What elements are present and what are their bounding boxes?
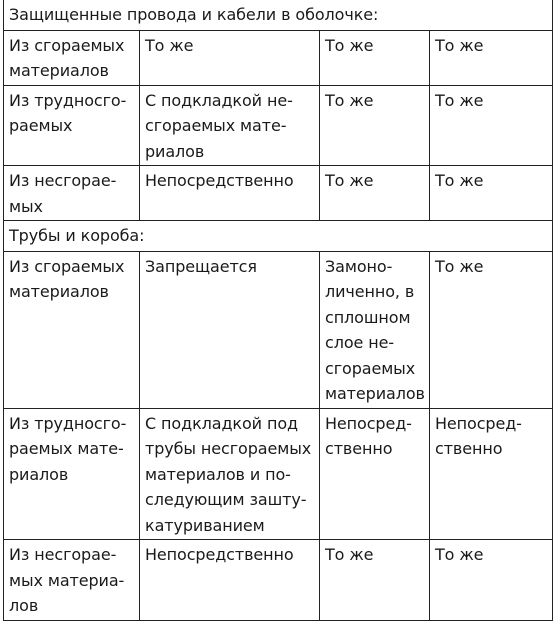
cell-text-line: С подкладкой не- [145,90,293,110]
cell-text-line: риалов [145,141,205,161]
material-cell [4,30,140,85]
section-title: Защищенные провода и кабели в оболочке: [4,0,553,30]
cell-text-line: То же [435,35,484,55]
table-row [4,251,553,408]
document-page [3,0,552,621]
column-3-cell [320,85,430,166]
cell-text-line: Из сгораемых [9,35,125,55]
method-cell [140,408,320,540]
cell-text-line: материалов [9,61,109,80]
cell-text-line: То же [435,256,484,276]
cell-text-line: Из сгораемых [9,256,125,276]
column-4-cell [430,166,553,221]
method-cell [140,85,320,166]
cell-text-line: То же [325,90,374,110]
column-3-cell [320,408,430,540]
material-cell [4,251,140,408]
cell-text-line: материалов [325,384,425,403]
column-3-cell [320,540,430,621]
cell-text-line: катуриванием [145,515,265,535]
method-cell [140,166,320,221]
table-row [4,540,553,621]
material-cell [4,540,140,621]
cell-text-line: Из трудносго- [9,90,127,110]
cell-text-line: Из трудносго- [9,413,127,433]
section-header-row [4,0,553,30]
cell-text-line: Непосред- [325,413,412,433]
cell-text-line: С подкладкой под [145,413,298,433]
cell-text-line: То же [435,545,484,564]
cell-text-line: То же [435,90,484,110]
column-4-cell [430,408,553,540]
cell-text-line: материалов [9,282,109,301]
column-4-cell [430,540,553,621]
cell-text-line: То же [435,171,484,190]
cell-text-line: То же [325,35,374,55]
cell-text-line: личенно, в [325,282,415,301]
table-row [4,30,553,85]
cell-text-line: мых материа- [9,570,125,590]
cell-text-line: сплошном [325,307,411,327]
wiring-methods-table [3,0,553,621]
cell-text-line: лов [9,596,39,615]
table-body [4,0,553,620]
material-cell [4,166,140,221]
cell-text-line: слое не- [325,333,395,352]
section-title: Трубы и короба: [4,221,553,252]
cell-text-line: мых [9,196,43,216]
cell-text-line: материалов и по- [145,464,291,484]
column-4-cell [430,85,553,166]
material-cell [4,408,140,540]
cell-text-line: То же [325,545,374,564]
section-header-row [4,221,553,252]
cell-text-line: следующим зашту- [145,490,307,509]
cell-text-line: риалов [9,464,69,484]
cell-text-line: Из несгорае- [9,171,117,190]
cell-text-line: раемых мате- [9,439,124,458]
cell-text-line: Непосред- [435,413,522,433]
table-row [4,408,553,540]
method-cell [140,540,320,621]
cell-text-line: Из несгорае- [9,545,117,564]
column-3-cell [320,30,430,85]
cell-text-line: ственно [435,439,503,458]
cell-text-line: сгораемых [325,358,416,378]
cell-text-line: То же [325,171,374,190]
method-cell [140,251,320,408]
cell-text-line: То же [145,35,194,55]
table-row [4,166,553,221]
method-cell [140,30,320,85]
material-cell [4,85,140,166]
column-3-cell [320,166,430,221]
cell-text-line: Непосредственно [145,171,294,190]
column-4-cell [430,30,553,85]
column-3-cell [320,251,430,408]
cell-text-line: Запрещается [145,256,257,276]
table-row [4,85,553,166]
column-4-cell [430,251,553,408]
cell-text-line: сгораемых мате- [145,116,287,135]
cell-text-line: трубы несгораемых [145,439,312,458]
cell-text-line: Замоно- [325,256,393,276]
cell-text-line: Непосредственно [145,545,294,564]
cell-text-line: раемых [9,116,73,135]
cell-text-line: ственно [325,439,393,458]
